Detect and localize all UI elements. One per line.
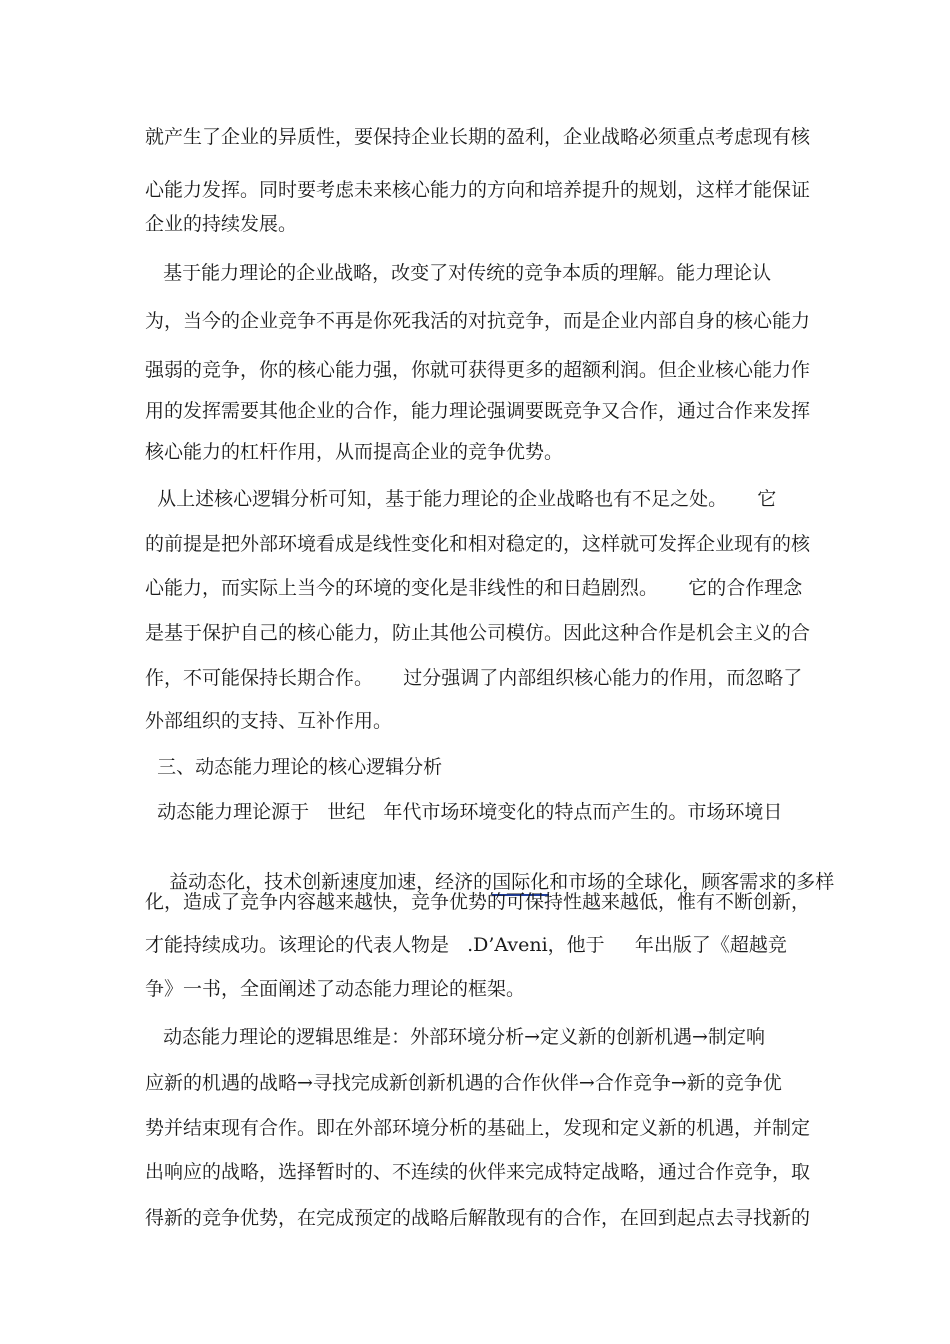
text-line — [145, 843, 835, 893]
text-line: 核心能力的杠杆作用，从而提高企业的竞争优势。 — [145, 441, 564, 463]
text-line: 为，当今的企业竞争不再是你死我活的对抗竞争，而是企业内部自身的核心能力 — [145, 310, 811, 332]
text-line: 是基于保护自己的核心能力，防止其他公司模仿。因此这种合作是机会主义的合 — [145, 622, 811, 644]
text-line: 基于能力理论的企业战略，改变了对传统的竞争本质的理解。能力理论认 — [145, 262, 772, 284]
text-line: 出响应的战略，选择暂时的、不连续的伙伴来完成特定战略，通过合作竞争，取 — [145, 1161, 811, 1183]
text-line: 企业的持续发展。 — [145, 213, 298, 235]
text-fragment: 益动态化，技术创新速度加速，经济的 — [169, 871, 493, 893]
text-line: 强弱的竞争，你的核心能力强，你就可获得更多的超额利润。但企业核心能力作 — [145, 359, 811, 381]
text-line: 心能力发挥。同时要考虑未来核心能力的方向和培养提升的规划，这样才能保证 — [145, 179, 811, 201]
text-line: 应新的机遇的战略→寻找完成新创新机遇的合作伙伴→合作竞争→新的竞争优 — [145, 1072, 782, 1094]
text-line: 动态能力理论源于 世纪 年代市场环境变化的特点而产生的。市场环境日 — [145, 801, 783, 823]
text-line: 的前提是把外部环境看成是线性变化和相对稳定的，这样就可发挥企业现有的核 — [145, 533, 811, 555]
section-heading: 三、动态能力理论的核心逻辑分析 — [145, 756, 443, 778]
text-line: 化，造成了竞争内容越来越快，竞争优势的可保持性越来越低，惟有不断创新， — [145, 891, 811, 913]
text-line: 外部组织的支持、互补作用。 — [145, 710, 393, 732]
internationalization-link[interactable]: 国际化 — [492, 871, 549, 896]
text-line: 得新的竞争优势，在完成预定的战略后解散现有的合作，在回到起点去寻找新的 — [145, 1207, 811, 1229]
text-line: 心能力，而实际上当今的环境的变化是非线性的和日趋剧烈。 它的合作理念 — [145, 577, 803, 599]
text-line: 就产生了企业的异质性，要保持企业长期的盈利，企业战略必须重点考虑现有核 — [145, 126, 811, 148]
text-line: 用的发挥需要其他企业的合作，能力理论强调要既竞争又合作，通过合作来发挥 — [145, 400, 811, 422]
text-line: 作，不可能保持长期合作。 过分强调了内部组织核心能力的作用，而忽略了 — [145, 667, 803, 689]
text-line: 从上述核心逻辑分析可知，基于能力理论的企业战略也有不足之处。 它 — [145, 488, 777, 510]
text-line: 势并结束现有合作。即在外部环境分析的基础上，发现和定义新的机遇，并制定 — [145, 1117, 811, 1139]
text-line: 动态能力理论的逻辑思维是：外部环境分析→定义新的创新机遇→制定响 — [145, 1026, 765, 1048]
text-line: 争》一书，全面阐述了动态能力理论的框架。 — [145, 978, 526, 1000]
text-fragment: 和市场的全球化，顾客需求的多样 — [549, 871, 835, 893]
text-line: 才能持续成功。该理论的代表人物是 .D’Aveni，他于 年出版了《超越竞 — [145, 934, 787, 956]
